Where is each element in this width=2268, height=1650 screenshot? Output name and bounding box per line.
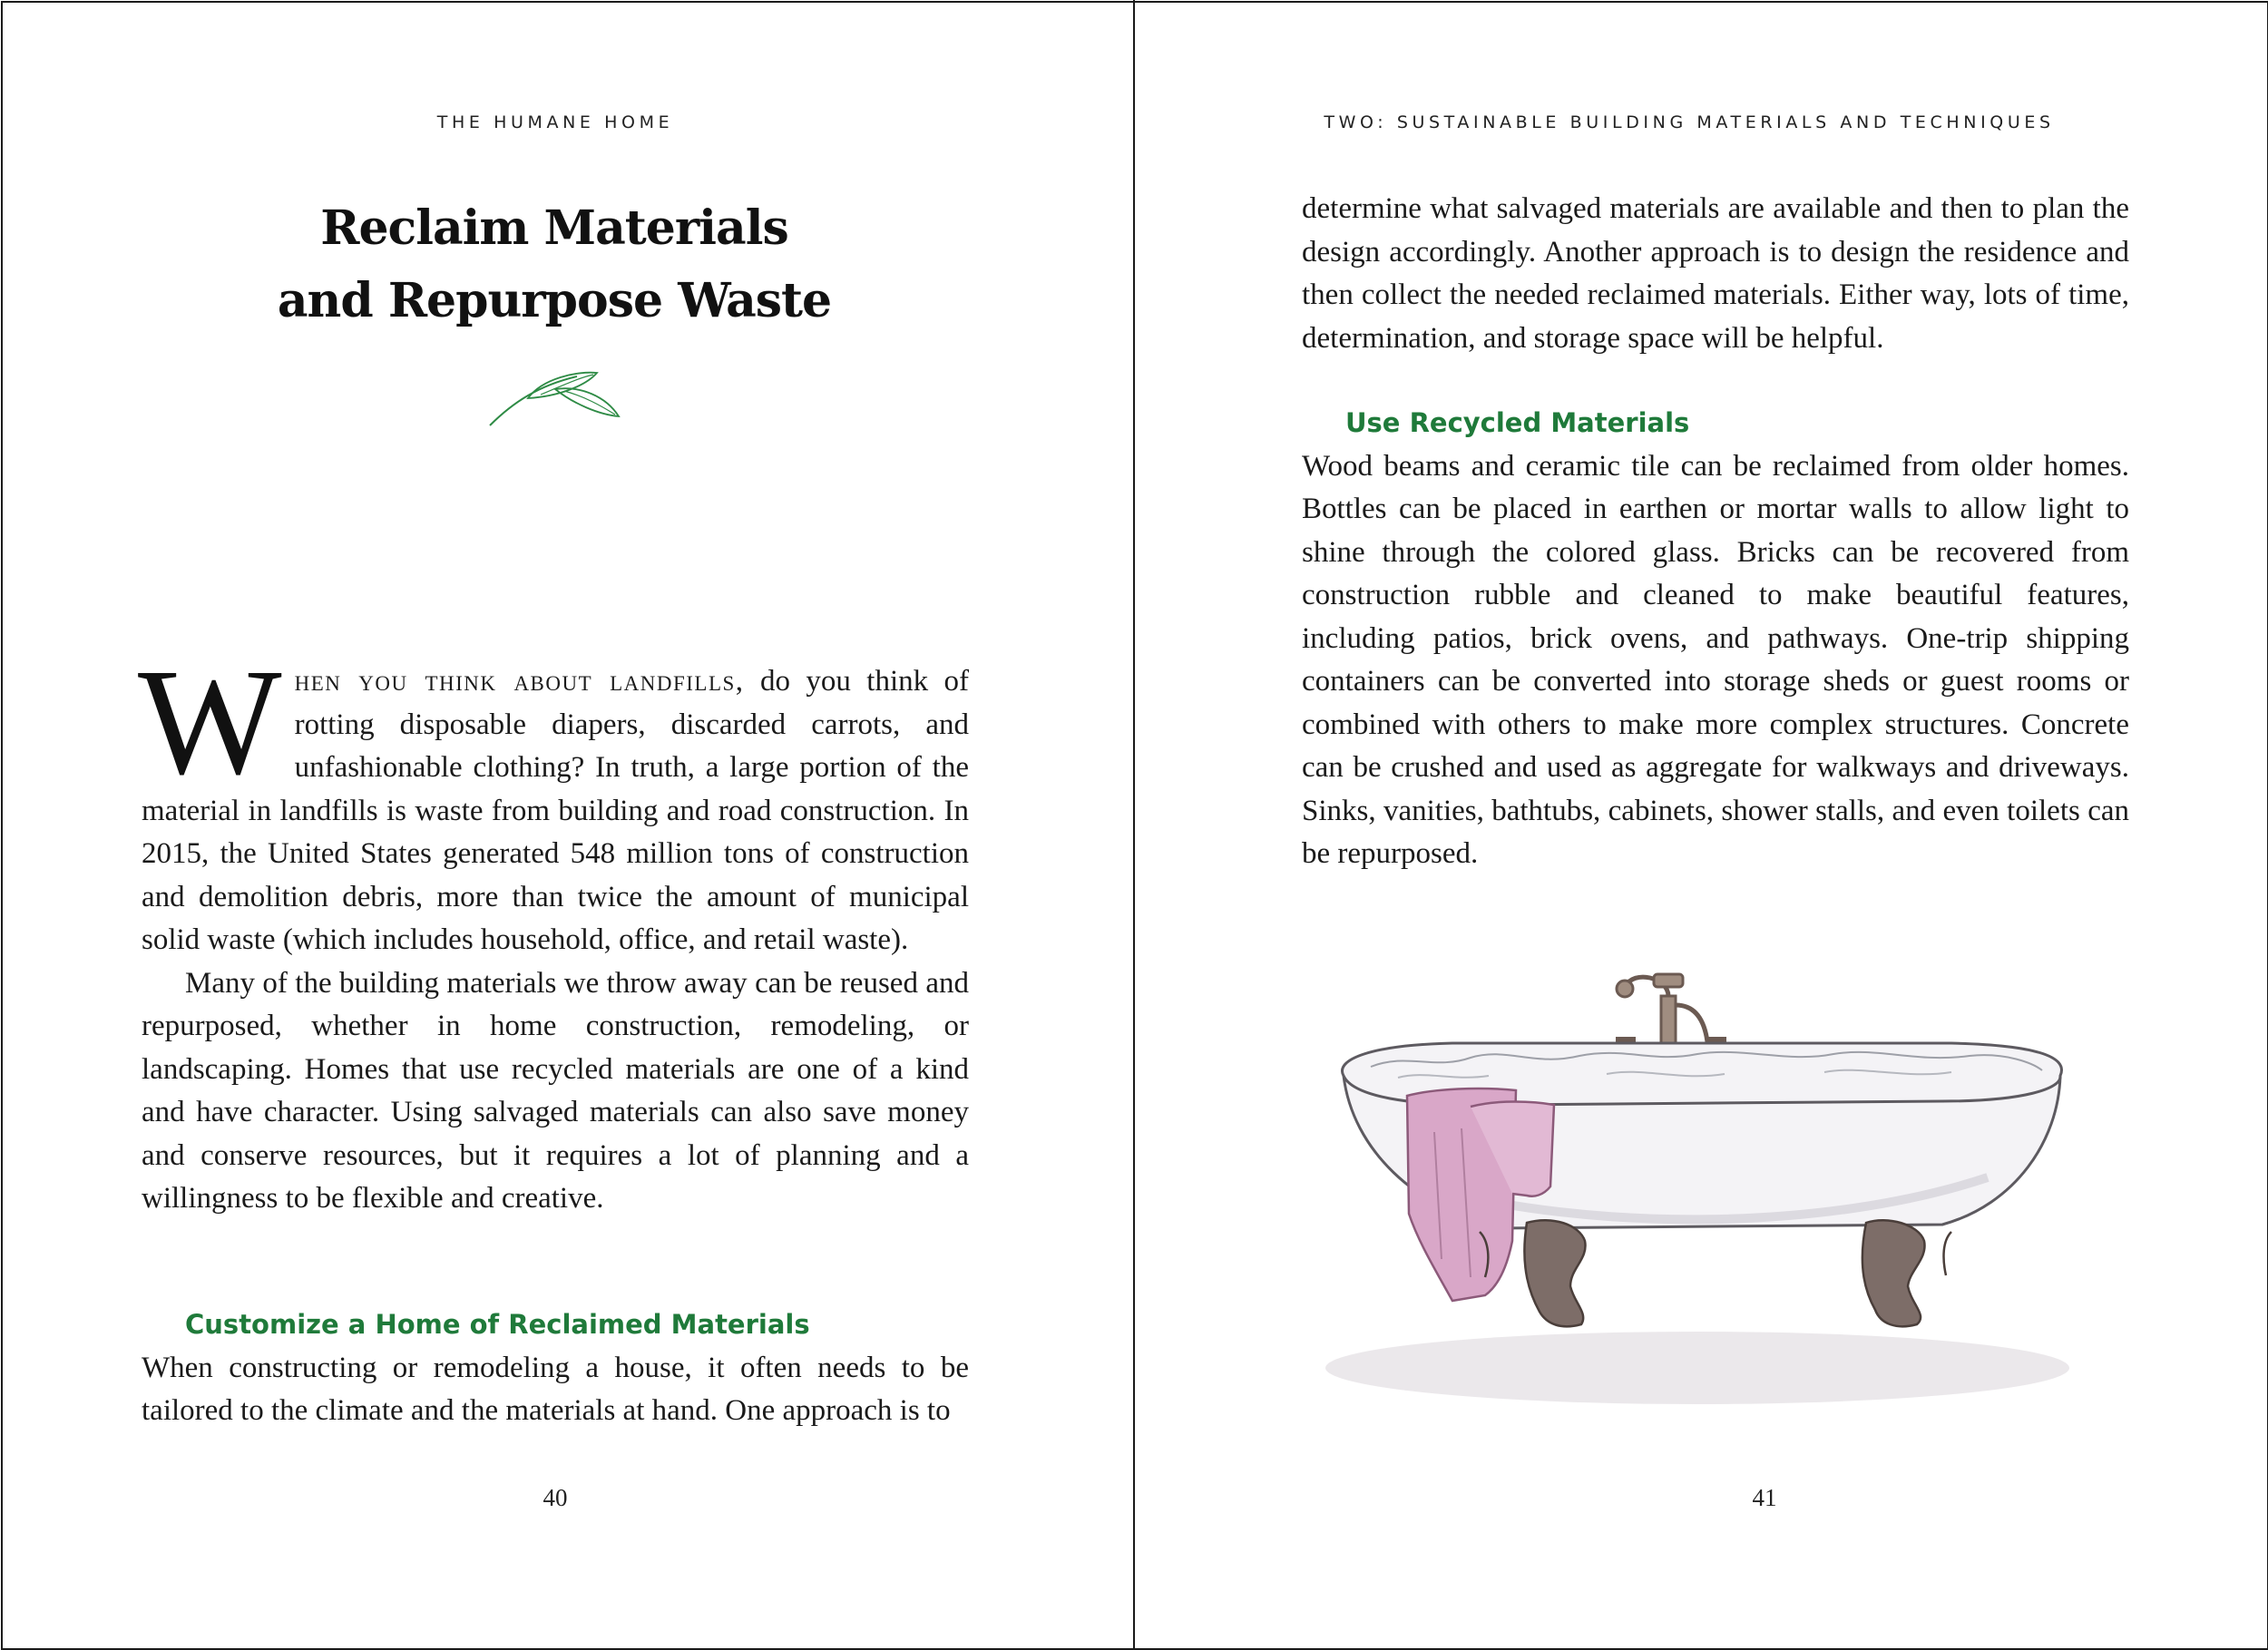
right-page xyxy=(1135,0,2268,1649)
running-head-left: THE HUMANE HOME xyxy=(436,112,674,132)
paragraph-1 xyxy=(138,638,970,962)
subhead-customize: Customize a Home of Reclaimed Materials xyxy=(185,1309,810,1340)
paragraph-4: Wood beams and ceramic tile can be reclaimed from older homes. Bottles can be placed in earthen or mortar walls to allow light to shine through the colored glass. Bricks can be recovered from construction rubble and cleaned to make beautiful features, including patios, brick ovens, and pathways. One-trip shipping containers can be converted into storage sheds or guest rooms or combined with others to make more complex structures. Concrete can be crushed and used as aggregate for walkways and driveways. Sinks, vanities, bathtubs, cabinets, shower stalls, and even toilets can be repurposed. xyxy=(1302,449,2129,870)
running-head-right: TWO: SUSTAINABLE BUILDING MATERIALS AND TECHNIQUES xyxy=(1324,112,2055,132)
paragraph-continued-text: determine what salvaged materials are available and then to plan the design accordingly. Another approach is to design the residence and then collect the needed reclaimed materials. Either way, lots of time, determination, and storage space will be helpful. xyxy=(1302,192,2129,355)
paragraph-3: When constructing or remodeling a house, it often needs to be tailored to the climate and the materials at hand. One approach is to xyxy=(142,1351,969,1427)
paragraph-2: Many of the building materials we throw away can be reused and repurposed, whether in home construction, remodeling, or landscaping. Homes that use recycled materials are one of a kind and have character. Using salvaged materials can also save money and conserve resources, but it requires a lot of planning and a willingness to be flexible and creative. xyxy=(142,966,969,1215)
section-recycled xyxy=(1302,402,2129,876)
chapter-title-line-2: and Repurpose Waste xyxy=(277,273,832,328)
lead-in-smallcaps: hen you think about landfills, xyxy=(294,665,745,698)
chapter-title xyxy=(145,192,963,337)
left-page xyxy=(0,0,1133,1649)
page-number-right: 41 xyxy=(1752,1484,1777,1511)
page-number-left: 40 xyxy=(543,1484,568,1511)
clawfoot-bathtub-illustration xyxy=(1316,969,2078,1422)
subhead-recycled: Use Recycled Materials xyxy=(1345,407,1690,438)
claw-foot-icon xyxy=(1480,1220,1951,1326)
paragraph-1-text: do you think of rotting disposable diapers, discarded carrots, and unfashionable clothing? In truth, a large portion of the material in landfills is waste from building and road construction. In 2015, the United States generated 548 million tons of construction and demolition debris, more than twice the amount of municipal solid waste (which includes household, office, and retail waste). xyxy=(142,665,970,956)
chapter-title-line-1: Reclaim Materials xyxy=(320,200,788,256)
body-text-left xyxy=(138,638,970,1221)
drop-cap: W xyxy=(138,638,282,806)
section-customize xyxy=(142,1303,969,1433)
paragraph-continued xyxy=(1302,188,2129,360)
leaf-ornament-icon xyxy=(486,369,622,429)
